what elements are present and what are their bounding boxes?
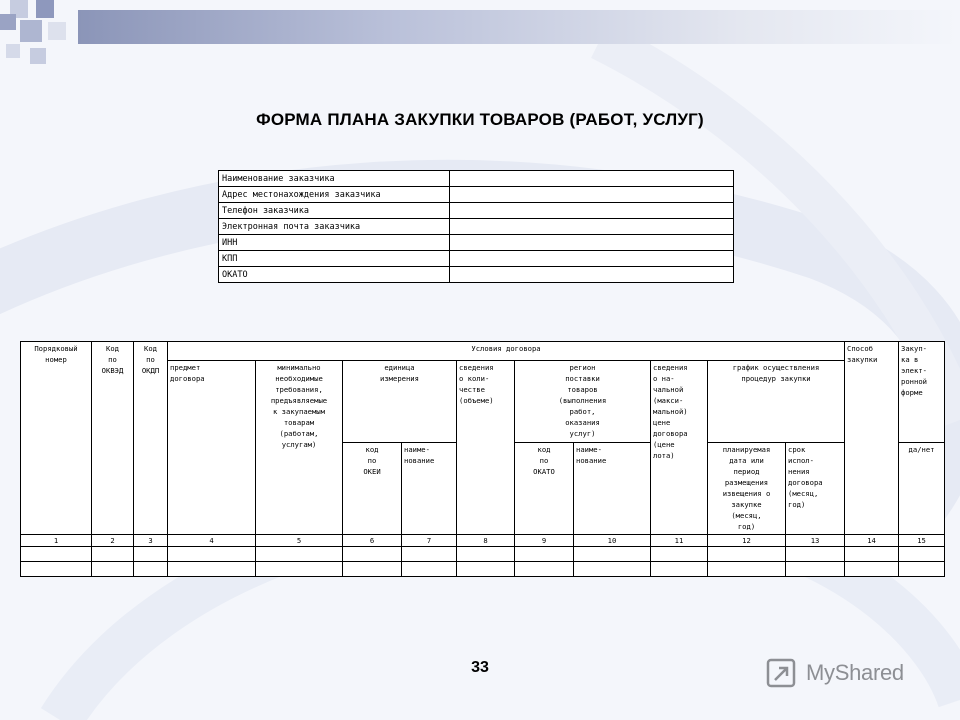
column-number: 2 (92, 535, 134, 547)
header-gradient-bar (78, 10, 960, 44)
header-contract-terms: Условия договора (168, 342, 845, 361)
row-label: КПП (219, 251, 450, 267)
value-cell (450, 219, 734, 235)
header-unit-name: наиме- нование (402, 443, 457, 535)
row-label: ОКАТО (219, 267, 450, 283)
header-region-name: наиме- нование (574, 443, 651, 535)
page-title: ФОРМА ПЛАНА ЗАКУПКИ ТОВАРОВ (РАБОТ, УСЛУГ) (256, 110, 704, 129)
column-number: 13 (786, 535, 845, 547)
customer-info-table (218, 170, 734, 283)
header-yes-no: да/нет (899, 443, 945, 535)
column-number: 6 (343, 535, 402, 547)
logo-text: MyShared (806, 660, 904, 685)
header-procurement-method: Способ закупки (845, 342, 899, 535)
column-number: 1 (21, 535, 92, 547)
table-row (219, 171, 734, 187)
column-number: 9 (515, 535, 574, 547)
table-row (21, 535, 945, 547)
value-cell (450, 235, 734, 251)
table-row (21, 342, 945, 361)
page-number: 33 (471, 659, 489, 676)
value-cell (450, 267, 734, 283)
header-schedule: график осуществления процедур закупки (708, 361, 845, 443)
header-okato-code: код по ОКАТО (515, 443, 574, 535)
header-max-price: сведения о на- чальной (макси- мальной) цене договора (цене лота) (651, 361, 708, 535)
column-number: 8 (457, 535, 515, 547)
header-delivery-region: регион поставки товаров (выполнения работ, оказания услуг) (515, 361, 651, 443)
procurement-plan-table (20, 341, 945, 577)
column-number: 5 (256, 535, 343, 547)
header-contract-subject: предмет договора (168, 361, 256, 535)
header-order-number: Порядковый номер (21, 342, 92, 535)
header-okei-code: код по ОКЕИ (343, 443, 402, 535)
table-row (219, 187, 734, 203)
row-label: Телефон заказчика (219, 203, 450, 219)
row-label: Наименование заказчика (219, 171, 450, 187)
header-okved: Код по ОКВЭД (92, 342, 134, 535)
header-contract-term: срок испол- нения договора (месяц, год) (786, 443, 845, 535)
row-label: ИНН (219, 235, 450, 251)
header-quantity: сведения о коли- честве (объеме) (457, 361, 515, 535)
value-cell (450, 187, 734, 203)
table-row (21, 562, 945, 577)
header-okdp: Код по ОКДП (134, 342, 168, 535)
table-row (219, 235, 734, 251)
column-number: 4 (168, 535, 256, 547)
table-row (21, 547, 945, 562)
column-number: 15 (899, 535, 945, 547)
table-row (219, 219, 734, 235)
column-number: 7 (402, 535, 457, 547)
column-number: 10 (574, 535, 651, 547)
header-requirements: минимально необходимые требования, предъявляемые к закупаемым товарам (работам, услугам) (256, 361, 343, 535)
value-cell (450, 251, 734, 267)
column-number: 11 (651, 535, 708, 547)
column-number: 3 (134, 535, 168, 547)
value-cell (450, 203, 734, 219)
row-label: Адрес местонахождения заказчика (219, 187, 450, 203)
table-row (219, 203, 734, 219)
header-unit: единица измерения (343, 361, 457, 443)
row-label: Электронная почта заказчика (219, 219, 450, 235)
column-number: 14 (845, 535, 899, 547)
table-row (219, 267, 734, 283)
header-electronic-form: Закуп- ка в элект- ронной форме (899, 342, 945, 443)
column-number: 12 (708, 535, 786, 547)
value-cell (450, 171, 734, 187)
header-planned-date: планируемая дата или период размещения извещения о закупке (месяц, год) (708, 443, 786, 535)
table-row (219, 251, 734, 267)
